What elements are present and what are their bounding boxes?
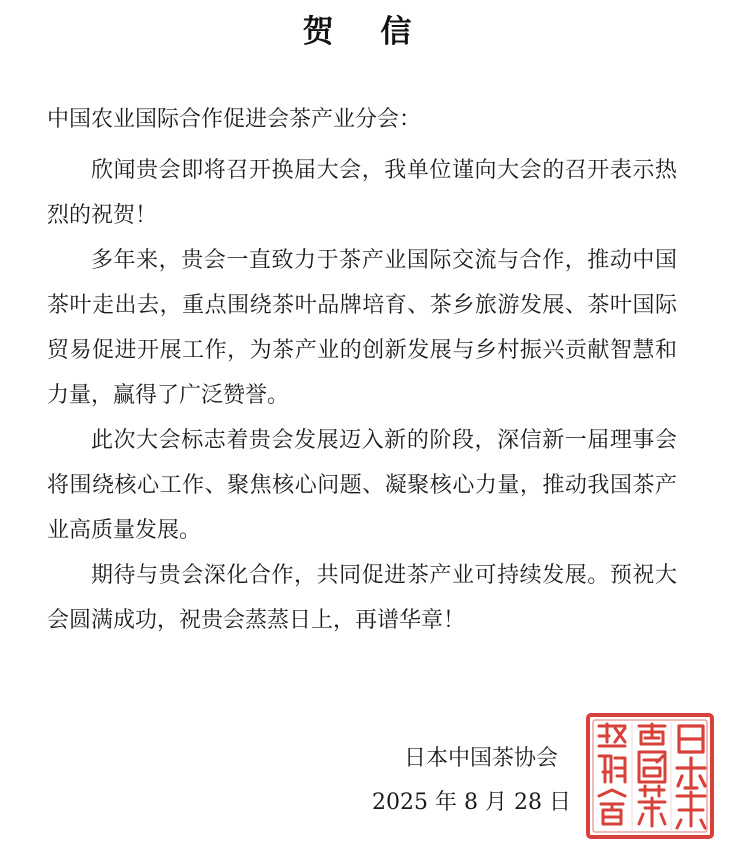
signature-organization: 日本中国茶协会 bbox=[404, 746, 559, 771]
organization-seal-icon bbox=[585, 712, 715, 840]
salutation: 中国农业国际合作促进会茶产业分会： bbox=[47, 107, 422, 132]
letter-title: 贺 信 bbox=[302, 14, 430, 50]
paragraph-3: 此次大会标志着贵会发展迈入新的阶段，深信新一届理事会将围绕核心工作、聚焦核心问题、凝聚核心力量，推动我国茶产业高质量发展。 bbox=[47, 428, 677, 543]
paragraph-2: 多年来，贵会一直致力于茶产业国际交流与合作，推动中国茶叶走出去，重点围绕茶叶品牌培育、茶乡旅游发展、茶叶国际贸易促进开展工作，为茶产业的创新发展与乡村振兴贡献智慧和力量，赢得了广泛赞誉。 bbox=[47, 248, 677, 408]
paragraph-1: 欣闻贵会即将召开换届大会，我单位谨向大会的召开表示热烈的祝贺！ bbox=[47, 158, 677, 228]
paragraph-4: 期待与贵会深化合作，共同促进茶产业可持续发展。预祝大会圆满成功，祝贵会蒸蒸日上，再谱华章！ bbox=[47, 563, 677, 633]
signature-date: 2025 年 8 月 28 日 bbox=[372, 790, 571, 815]
